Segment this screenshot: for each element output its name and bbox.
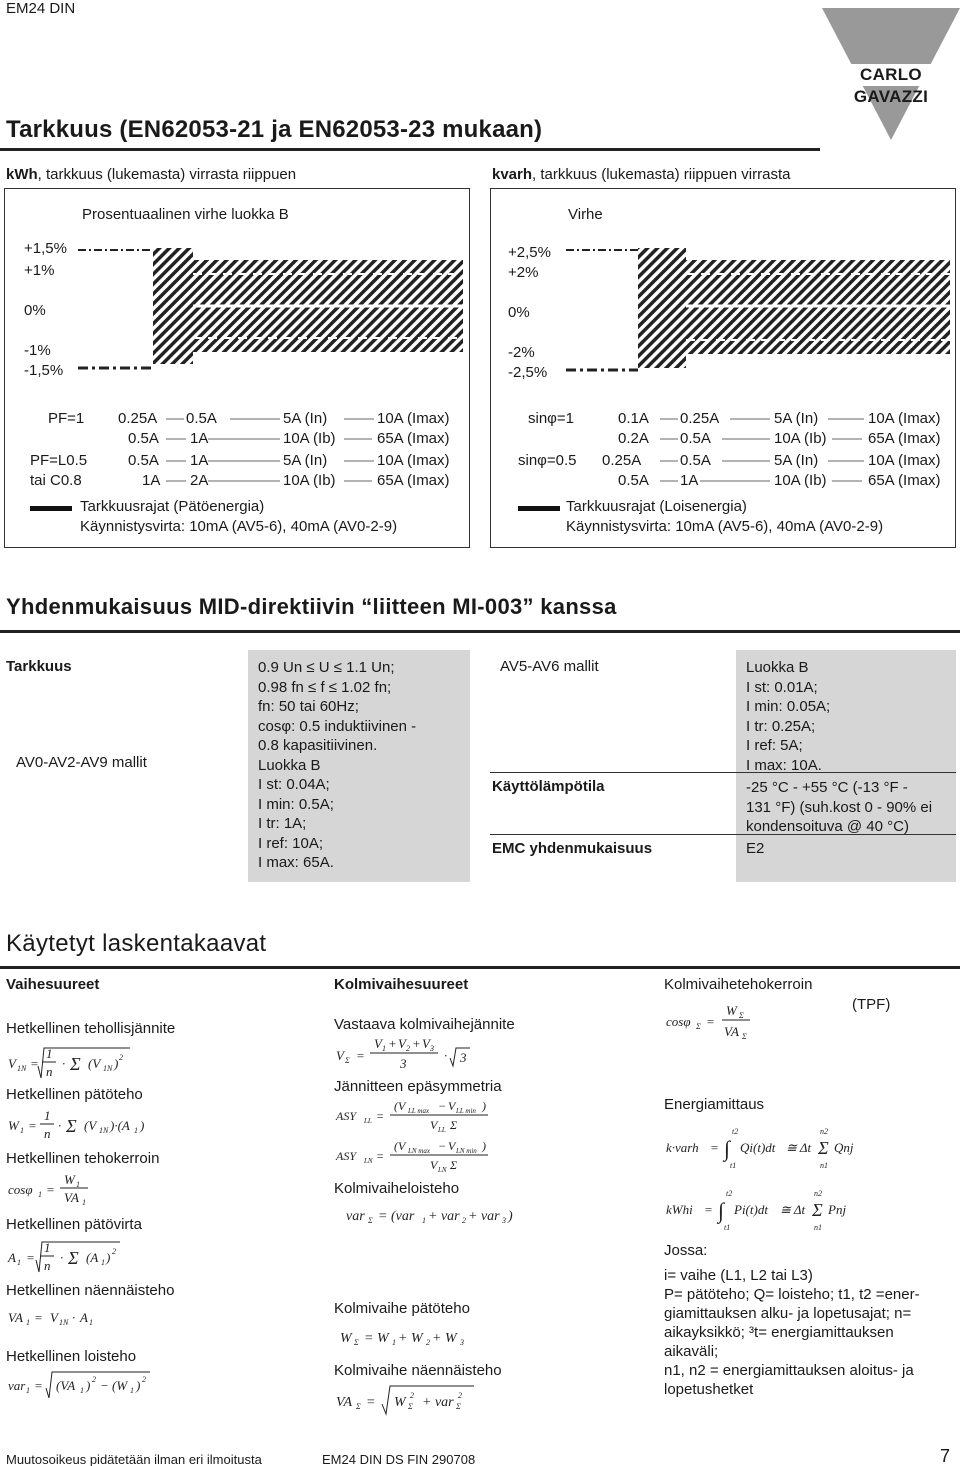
definitions [664,1266,956,1399]
svg-text:∫: ∫ [724,1136,731,1161]
tarkkuus-label: Tarkkuus [6,658,72,675]
kvarh-error-chart [566,238,952,378]
svg-text:LN: LN [438,1166,447,1174]
svg-text:∫: ∫ [718,1198,725,1223]
kwh-row-value: 0.25A [118,410,158,427]
svg-text:Σ: Σ [739,1011,744,1020]
svg-text:LL min: LL min [456,1107,476,1115]
svg-text:V: V [430,1158,438,1172]
svg-text:·: · [62,1056,66,1071]
svg-text:W: W [64,1172,75,1187]
svg-text:LN min: LN min [456,1147,477,1155]
svg-text:1N: 1N [103,1064,113,1073]
svg-text:−: − [438,1139,447,1153]
av0-spec-line: I st: 0.04A; [258,776,330,793]
kvarh-row-value: 0.25A [680,410,720,427]
kvarh-y-label: +2,5% [508,244,551,261]
formula-label: Hetkellinen tehollisjännite [6,1020,176,1037]
kwh-row-value: 10A (Ib) [283,430,336,447]
svg-text:·: · [72,1310,76,1325]
definition-line: aikayksikkö; ³t= energiamittauksen [664,1324,894,1341]
av0-spec-line: I max: 65A. [258,854,334,871]
svg-text:2: 2 [92,1375,96,1384]
formula-label: Hetkellinen loisteho [6,1348,137,1365]
svg-text:·: · [60,1250,64,1265]
svg-text:1: 1 [20,1126,24,1135]
svg-text:1N: 1N [99,1126,109,1135]
svg-text:): ) [106,1250,111,1265]
svg-text:V: V [422,1036,430,1051]
svg-text:(A: (A [86,1250,99,1265]
svg-text:): ) [482,1139,486,1153]
definition-line: lopetushetket [664,1381,754,1398]
svg-text:2: 2 [142,1375,146,1384]
av5-spec-line: I max: 10A. [746,756,822,774]
svg-text:): ) [136,1378,141,1393]
definition-line: n1, n2 = energiamittauksen aloitus- ja [664,1362,914,1379]
section-accuracy-title: Tarkkuus (EN62053-21 ja EN62053-23 mukaan) [6,116,543,143]
svg-text:W: W [8,1118,19,1133]
formula-power-factor [6,1170,116,1210]
svg-text:k·varh: k·varh [666,1140,699,1155]
svg-text:2: 2 [410,1391,414,1400]
formula-tpf [664,1000,784,1042]
temp-lines [746,778,932,837]
svg-text:3: 3 [460,1050,467,1065]
svg-text:·: · [58,1118,62,1133]
kvarh-row-value: 10A (Ib) [774,430,827,447]
formula-label: Kolmivaiheloisteho [334,1180,460,1197]
svg-text:1: 1 [44,1240,51,1255]
svg-text:2: 2 [119,1053,123,1062]
svg-text:n2: n2 [814,1189,822,1198]
av0-spec-line: I tr: 1A; [258,815,307,832]
row-divider [490,772,956,773]
svg-text:1: 1 [38,1190,42,1199]
svg-text:=: = [26,1250,35,1265]
svg-text:(W: (W [112,1378,128,1393]
kwh-row-label: tai C0.8 [30,472,82,489]
formula-reactive-power [6,1368,166,1402]
kwh-row-value: 5A (In) [283,452,328,469]
svg-text:1: 1 [26,1386,30,1395]
svg-text:+ W: + W [398,1331,423,1346]
formula-label: Hetkellinen pätöteho [6,1086,143,1103]
kwh-caption: kWh, tarkkuus (lukemasta) virrasta riippuen [6,166,297,183]
svg-text:+ var: + var [468,1209,500,1224]
svg-text:n1: n1 [814,1223,822,1232]
av5-spec-line: I tr: 0.25A; [746,717,816,735]
svg-text:(VA: (VA [56,1378,76,1393]
formula-active-power [6,1106,156,1146]
kvarh-y-label: +2% [508,264,539,281]
svg-text:Σ: Σ [408,1402,413,1411]
formula-rms-voltage [6,1044,146,1084]
svg-text:VA: VA [8,1310,23,1325]
svg-text:W: W [340,1331,352,1346]
svg-text:)·(A: )·(A [110,1118,130,1133]
svg-text:(V: (V [84,1118,97,1133]
definition-line: i= vaihe (L1, L2 tai L3) [664,1267,813,1284]
kwh-legend-swatch [30,506,72,511]
svg-text:Σ: Σ [368,1216,373,1225]
kvarh-row-value: 10A (Imax) [868,452,941,469]
svg-text:cosφ: cosφ [666,1014,691,1029]
emc-label: EMC yhdenmukaisuus [492,840,653,857]
svg-text:n: n [44,1126,51,1141]
svg-text:2: 2 [426,1338,430,1347]
av0-spec-line: Luokka B [258,756,321,774]
svg-text:2: 2 [112,1247,116,1256]
formulas-rule [0,966,960,969]
svg-text:+ W: + W [432,1331,457,1346]
kwh-row-value: 0.5A [128,452,159,469]
formula-label: Hetkellinen näennäisteho [6,1282,175,1299]
formula-kwh [664,1186,884,1236]
svg-text:Σ: Σ [66,1116,77,1136]
svg-text:kWhi: kWhi [666,1202,693,1217]
kwh-row-value: 2A [190,472,209,489]
av0-spec-line: fn: 50 tai 60Hz; [258,698,359,715]
formula-three-phase-reactive [334,1198,534,1232]
svg-text:var: var [8,1378,26,1393]
svg-text:3: 3 [400,1056,407,1071]
kvarh-row-value: 65A (Imax) [868,472,941,489]
kwh-row-value: 10A (Ib) [283,472,336,489]
svg-text:Pnj: Pnj [828,1202,847,1217]
svg-text:= (var: = (var [378,1209,415,1224]
svg-text:V: V [448,1099,456,1113]
svg-text:n: n [46,1064,53,1079]
svg-text:n1: n1 [820,1161,828,1170]
footer-note: Muutosoikeus pidätetään ilman eri ilmoitusta [6,1452,262,1466]
svg-text:A: A [8,1250,16,1265]
svg-text:VA: VA [724,1024,739,1039]
svg-text:1: 1 [17,1258,21,1267]
formula-three-phase-active [334,1320,514,1354]
mid-rule [0,630,960,633]
brand-logo: CARLO GAVAZZI [822,64,960,86]
av0-spec-line: 0.8 kapasitiivinen. [258,737,378,754]
kvarh-connector-lines [656,410,956,494]
kwh-y-label: -1% [24,342,51,359]
av5-spec-lines [746,658,830,775]
svg-text:+: + [412,1036,421,1051]
kvarh-row-value: 0.1A [618,410,649,427]
svg-text:=: = [706,1014,715,1029]
svg-text:V: V [50,1310,58,1325]
svg-text:1: 1 [382,1044,386,1053]
svg-text:LL max: LL max [408,1107,430,1115]
av0-label: AV0-AV2-AV9 mallit [16,754,147,771]
av5-spec-line: I ref: 5A; [746,737,803,754]
kwh-row-value: 1A [190,452,209,469]
kvarh-row-value: 0.5A [680,452,711,469]
kwh-y-label: +1,5% [24,240,67,257]
emc-value: E2 [746,840,765,857]
svg-text:n: n [44,1258,51,1273]
svg-text:Σ: Σ [345,1056,350,1065]
svg-text:+ var: + var [428,1209,460,1224]
svg-text:Σ: Σ [354,1338,359,1347]
kvarh-legend-label: Tarkkuusrajat (Loisenergia) [566,498,747,515]
svg-text:=: = [34,1310,43,1325]
svg-text:Σ: Σ [450,1158,458,1172]
document-title: EM24 DIN [6,0,76,17]
svg-text:Σ: Σ [68,1248,79,1268]
definition-line: aikaväli; [664,1343,719,1360]
kvarh-row-value: 5A (In) [774,410,819,427]
kwh-row-value: 0.5A [128,430,159,447]
formula-voltage-asymmetry [334,1096,514,1176]
svg-text:t1: t1 [730,1161,737,1170]
definition-line: giamittauksen alku- ja lopetusajat; n= [664,1305,912,1322]
svg-text:Σ: Σ [742,1032,747,1041]
svg-text:1N: 1N [17,1064,27,1073]
svg-text:3: 3 [430,1044,434,1053]
footer-code: EM24 DIN DS FIN 290708 [322,1452,476,1466]
av5-spec-line: Luokka B [746,659,809,676]
svg-text:Σ: Σ [450,1118,458,1132]
svg-text:Σ: Σ [696,1022,701,1031]
kvarh-chart-title: Virhe [568,206,603,223]
svg-text:n2: n2 [820,1127,828,1136]
svg-text:A: A [80,1310,88,1325]
formula-three-phase-apparent [334,1380,514,1420]
section-mid-title: Yhdenmukaisuus MID-direktiivin “liitteen MI-003” kanssa [6,594,617,619]
svg-text:var: var [346,1209,365,1224]
formula-label: Hetkellinen pätövirta [6,1216,142,1233]
svg-text:t2: t2 [726,1189,733,1198]
av0-spec-lines [258,658,416,873]
svg-text:ASY: ASY [336,1149,357,1163]
kvarh-legend-swatch [518,506,560,511]
tpf-label: (TPF) [852,996,891,1013]
svg-text:=: = [46,1182,55,1197]
svg-text:1: 1 [80,1386,84,1395]
svg-text:(V: (V [88,1056,101,1071]
kwh-chart-title: Prosentuaalinen virhe luokka B [82,206,289,223]
svg-text:2: 2 [406,1044,410,1053]
definition-line: P= pätöteho; Q= loisteho; t1, t2 =ener- [664,1286,920,1303]
kwh-row-value: 5A (In) [283,410,328,427]
kwh-y-label: +1% [24,262,55,279]
svg-text:=: = [34,1378,43,1393]
svg-text:Σ: Σ [356,1402,361,1411]
av5-label: AV5-AV6 mallit [500,658,599,675]
svg-text:=: = [376,1109,385,1123]
svg-text:): ) [140,1118,145,1133]
temp-line: -25 °C - +55 °C (-13 °F - [746,779,908,796]
svg-text:Σ: Σ [818,1138,829,1158]
svg-text:W: W [394,1395,406,1410]
kwh-row-value: 1A [190,430,209,447]
temp-line: kondensoituva @ 40 °C) [746,818,909,835]
kvarh-row-value: 0.2A [618,430,649,447]
svg-text:3: 3 [502,1216,506,1225]
kvarh-row-value: 0.5A [618,472,649,489]
kwh-start-current: Käynnistysvirta: 10mA (AV5-6), 40mA (AV0-2-9) [80,518,398,535]
kwh-error-chart [78,238,466,378]
svg-text:−: − [438,1099,447,1113]
kwh-row-value: 10A (Imax) [377,410,450,427]
svg-text:): ) [508,1209,513,1224]
av0-spec-line: 0.98 fn ≤ f ≤ 1.02 fn; [258,678,392,696]
formula-label: Kolmivaihe pätöteho [334,1300,470,1317]
svg-text:1: 1 [422,1216,426,1225]
svg-text:ASY: ASY [336,1109,357,1123]
kvarh-caption: kvarh, tarkkuus (lukemasta) riippuen virrasta [492,166,791,183]
svg-text:LL: LL [364,1117,372,1125]
formula-label: Vastaava kolmivaihejännite [334,1016,515,1033]
svg-text:VA: VA [64,1190,79,1205]
svg-text:=: = [704,1202,713,1217]
svg-text:= W: = W [364,1331,389,1346]
kwh-row-value: 65A (Imax) [377,472,450,489]
svg-text:V: V [448,1139,456,1153]
kvarh-row-value: 10A (Imax) [868,410,941,427]
kvarh-row-label: sinφ=0.5 [518,452,577,469]
col3-head: Kolmivaihetehokerroin [664,976,813,993]
svg-text:=: = [376,1149,385,1163]
svg-text:V: V [430,1118,438,1132]
kvarh-row-value: 65A (Imax) [868,430,941,447]
kwh-row-label: PF=L0.5 [30,452,88,469]
svg-text:1: 1 [101,1258,105,1267]
svg-text:(V: (V [394,1099,406,1113]
title-rule [0,148,820,151]
svg-text:Pi(t)dt: Pi(t)dt [734,1202,768,1217]
av0-spec-line: I min: 0.5A; [258,795,334,813]
svg-text:V: V [398,1036,406,1051]
svg-text:): ) [482,1099,486,1113]
av5-spec-line: I st: 0.01A; [746,678,818,696]
svg-text:(V: (V [394,1139,406,1153]
formula-apparent-power [6,1302,126,1332]
formula-equivalent-voltage [334,1034,494,1076]
temp-line: 131 °F) (suh.kost 0 - 90% ei [746,798,933,816]
page-number: 7 [940,1446,951,1466]
svg-text:VA: VA [336,1395,353,1410]
svg-text:2: 2 [462,1216,466,1225]
svg-text:Qi(t)dt: Qi(t)dt [740,1140,776,1155]
svg-text:V: V [8,1056,16,1071]
svg-text:1: 1 [26,1318,30,1327]
svg-text:): ) [86,1378,91,1393]
svg-text:1: 1 [82,1198,86,1207]
kvarh-y-label: -2% [508,344,535,361]
svg-text:=: = [710,1140,719,1155]
svg-text:LN: LN [364,1157,373,1165]
svg-text:+: + [388,1036,397,1051]
svg-text:1: 1 [134,1126,138,1135]
svg-text:=: = [28,1118,37,1133]
svg-text:W: W [726,1003,737,1018]
kwh-row-value: 65A (Imax) [377,430,450,447]
svg-text:=: = [356,1048,365,1063]
svg-text:1: 1 [130,1386,134,1395]
formula-label: Jännitteen epäsymmetria [334,1078,502,1095]
svg-text:V: V [336,1048,344,1063]
kwh-connector-lines [166,410,466,494]
svg-text:=: = [30,1056,39,1071]
kvarh-row-value: 0.5A [680,430,711,447]
kwh-y-label: -1,5% [24,362,64,379]
svg-text:): ) [114,1056,119,1071]
kvarh-row-value: 1A [680,472,699,489]
svg-text:1: 1 [392,1338,396,1347]
svg-text:≅ Δt: ≅ Δt [786,1140,812,1155]
kvarh-row-value: 5A (In) [774,452,819,469]
svg-text:LL: LL [438,1126,446,1134]
svg-text:3: 3 [460,1338,464,1347]
av0-spec-line: cosφ: 0.5 induktiivinen - [258,717,417,735]
svg-text:≅ Δt: ≅ Δt [780,1202,806,1217]
svg-text:t2: t2 [732,1127,739,1136]
jossa-label: Jossa: [664,1242,708,1259]
col2-head: Kolmivaihesuureet [334,976,469,993]
formula-label: Hetkellinen tehokerroin [6,1150,160,1167]
energy-label: Energiamittaus [664,1096,765,1113]
svg-text:1: 1 [89,1318,93,1327]
temp-label: Käyttölämpötila [492,778,605,795]
svg-text:t1: t1 [724,1223,731,1232]
av5-spec-line: I min: 0.05A; [746,698,831,715]
kvarh-row-value: 10A (Ib) [774,472,827,489]
kwh-row-value: 0.5A [186,410,217,427]
svg-text:LN max: LN max [408,1147,430,1155]
svg-text:Σ: Σ [812,1200,823,1220]
svg-text:V: V [374,1036,382,1051]
formula-kvarh [664,1124,884,1174]
col1-head: Vaihesuureet [6,976,100,993]
svg-text:1: 1 [46,1046,53,1061]
av0-spec-line: 0.9 Un ≤ U ≤ 1.1 Un; [258,659,395,676]
svg-text:−: − [100,1378,109,1393]
kvarh-row-value: 0.25A [602,452,642,469]
svg-text:2: 2 [458,1391,462,1400]
kvarh-y-label: 0% [508,304,530,321]
kwh-row-value: 10A (Imax) [377,452,450,469]
kwh-row-label: PF=1 [48,410,85,427]
row-divider [490,834,956,835]
kvarh-row-label: sinφ=1 [528,410,575,427]
kwh-y-label: 0% [24,302,46,319]
kvarh-y-label: -2,5% [508,364,548,381]
svg-text:1: 1 [76,1180,80,1189]
av0-spec-line: I ref: 10A; [258,834,324,852]
kwh-legend-label: Tarkkuusrajat (Pätöenergia) [80,498,265,515]
svg-text:+ var: + var [422,1395,454,1410]
svg-text:cosφ: cosφ [8,1182,33,1197]
svg-text:=: = [366,1395,376,1410]
svg-text:·: · [444,1048,448,1063]
kvarh-start-current: Käynnistysvirta: 10mA (AV5-6), 40mA (AV0-2-9) [566,518,884,535]
formula-active-current [6,1236,146,1280]
svg-text:Σ: Σ [70,1054,81,1074]
kwh-row-value: 1A [142,472,161,489]
svg-text:Qnj: Qnj [834,1140,854,1155]
section-formulas-title: Käytetyt laskentakaavat [6,930,267,957]
svg-text:1: 1 [44,1108,51,1123]
formula-label: Kolmivaihe näennäisteho [334,1362,502,1379]
svg-text:1N: 1N [59,1318,69,1327]
svg-text:Σ: Σ [456,1402,461,1411]
